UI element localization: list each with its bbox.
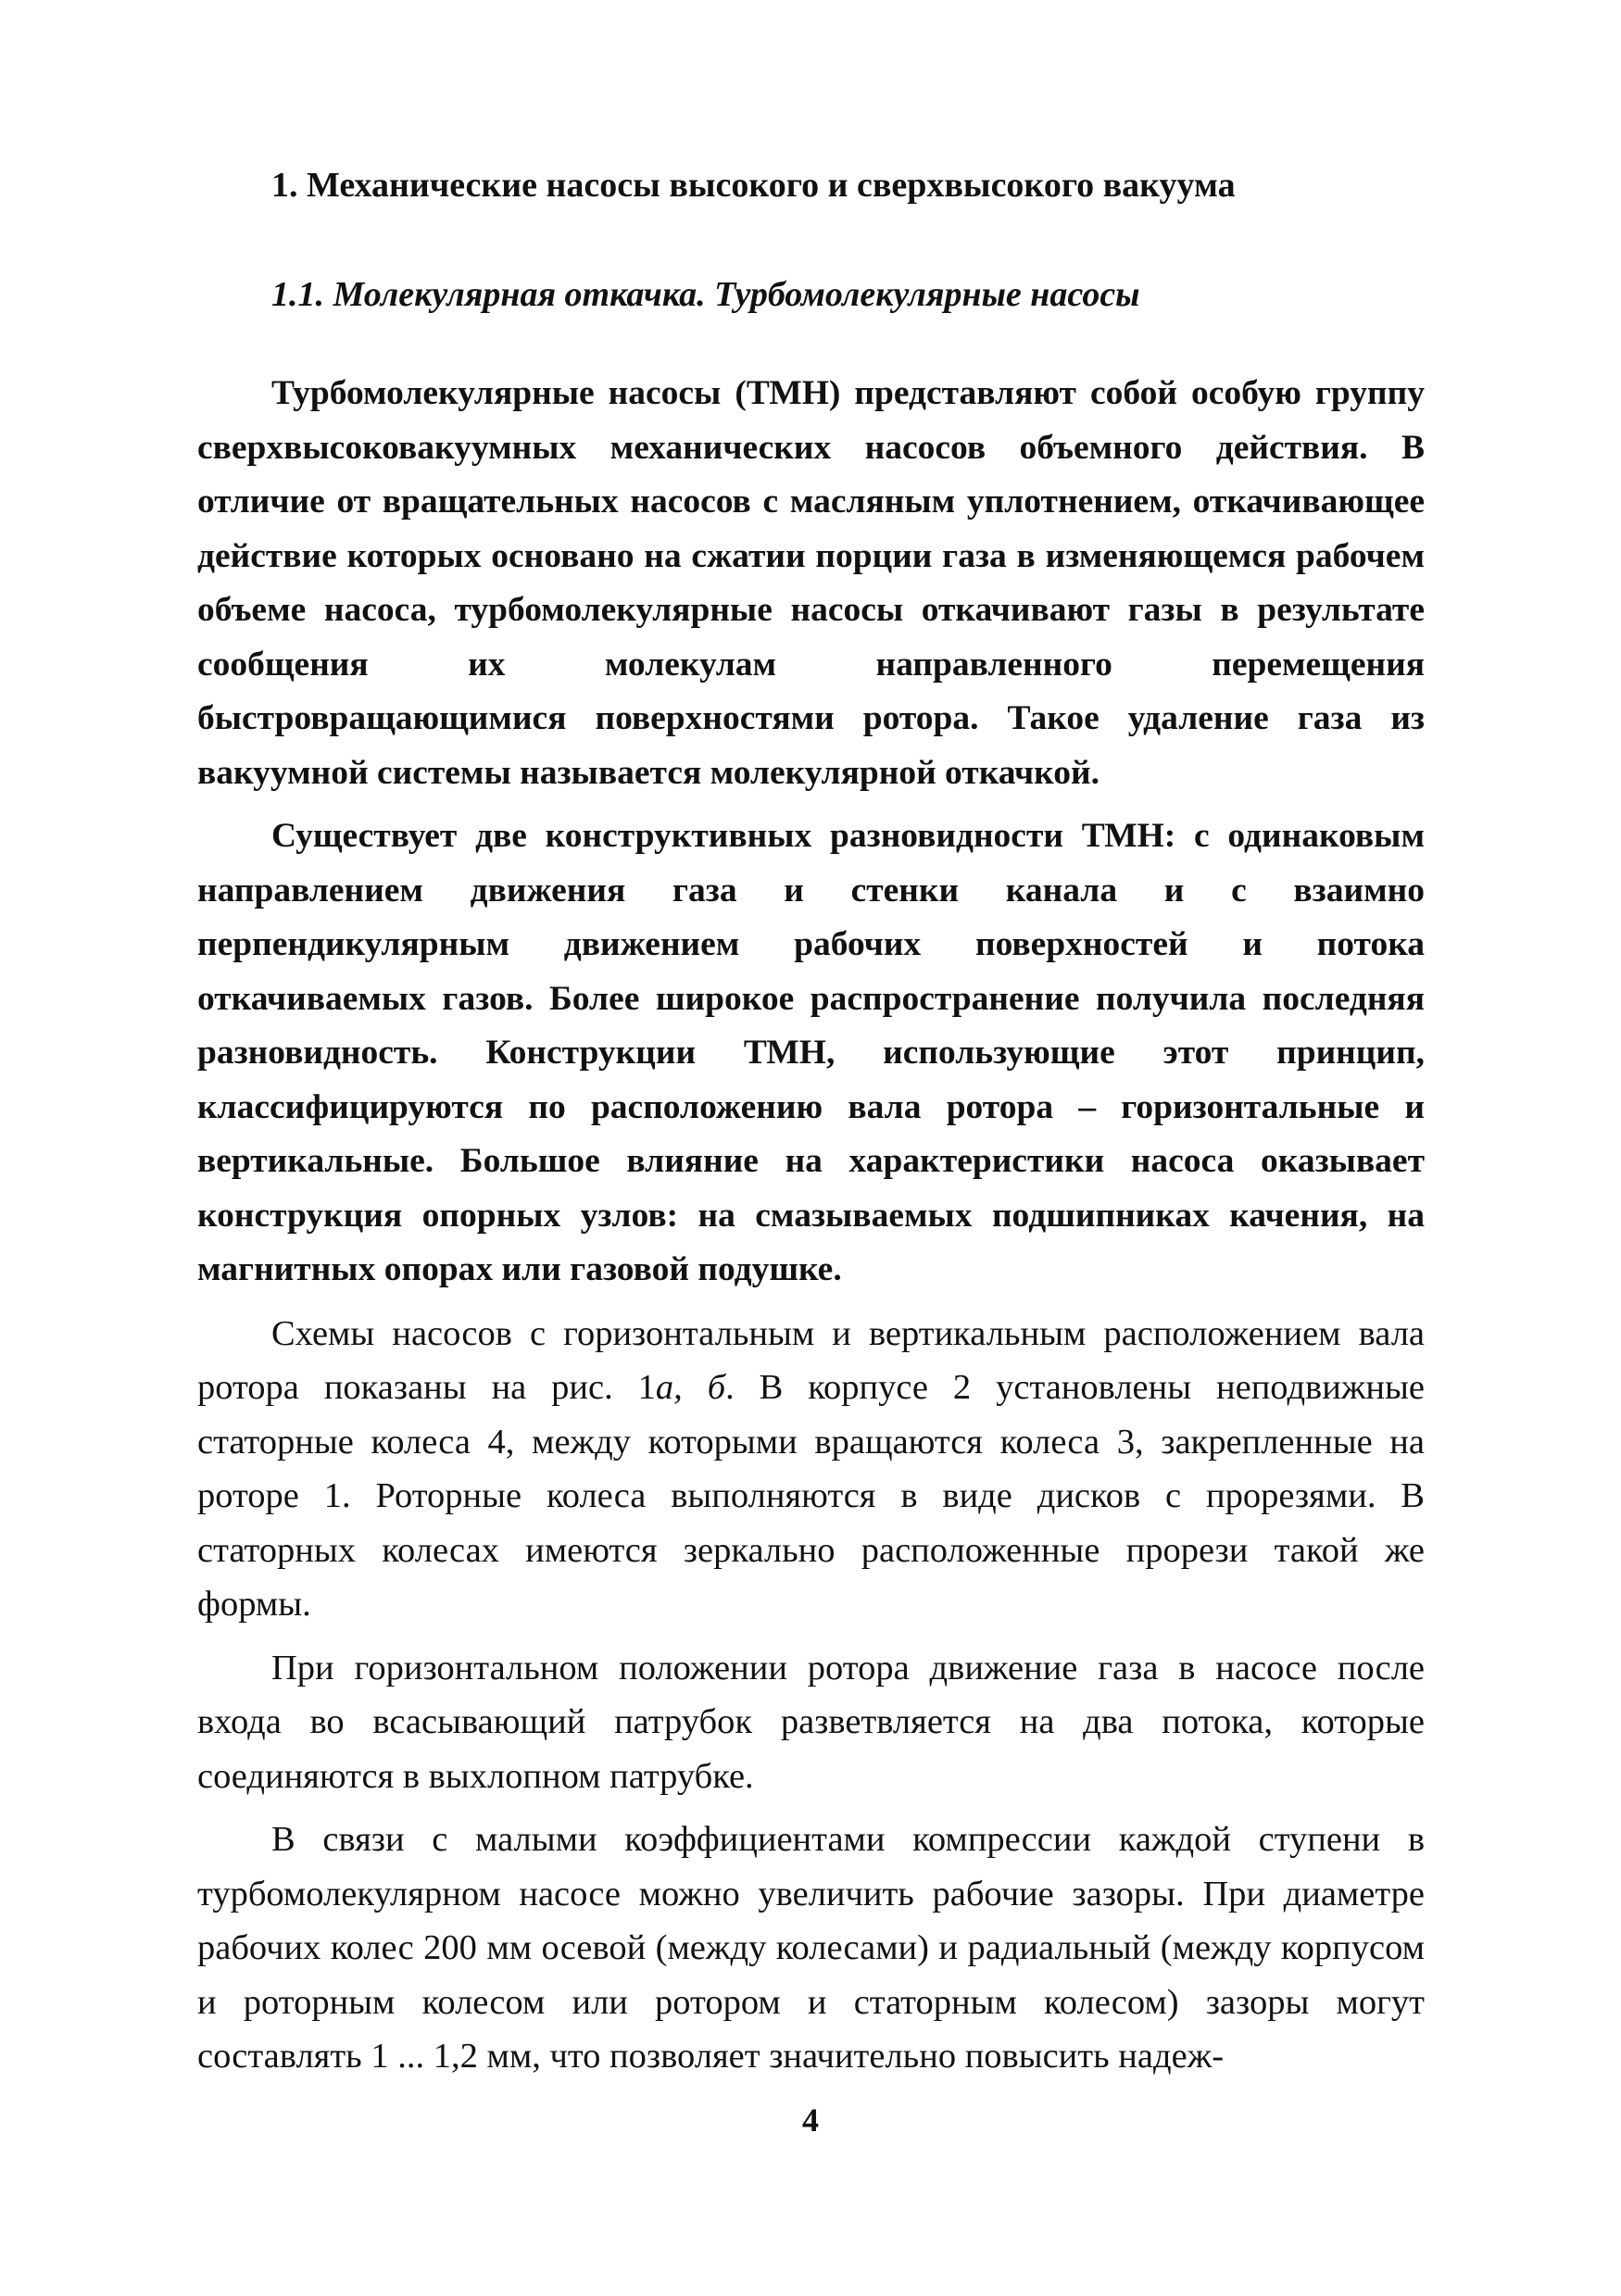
schemes-text-after: . В корпусе 2 установлены неподвижные статорные колеса 4, между которыми вращаются колеса 3, закрепленные на роторе 1. Роторные колеса выполняются в виде дисков с прорезями. В статорных колесах имеются зеркально расположенные прорези такой же формы. bbox=[197, 1368, 1425, 1624]
page-number: 4 bbox=[802, 2102, 819, 2139]
paragraph-pump-schemes bbox=[197, 1307, 1425, 1632]
paragraph-clearances: В связи с малыми коэффициентами компрессии каждой ступени в турбомолекулярном насосе можно увеличить рабочие зазоры. При диаметре рабочих колес 200 мм осевой (между колесами) и радиальный (между корпусом и роторным колесом или ротором и статорным колесом) зазоры могут составлять 1 ... 1,2 мм, что позволяет значительно повысить надеж- bbox=[197, 1820, 1425, 2076]
figure-reference: а, б bbox=[655, 1368, 726, 1407]
paragraph-tmn-intro: Турбомолекулярные насосы (ТМН) представляют собой особую группу сверхвысоковакуумных механических насосов объемного действия. В отличие от вращательных насосов с масляным уплотнением, откачивающее действие которых основано на сжатии порции газа в изменяющемся рабочем объеме насоса, турбомолекулярные насосы откачивают газы в результате сообщения их молекулам направленного перемещения быстровращающимися поверхностями ротора. Такое удаление газа из вакуумной системы называется молекулярной откачкой. bbox=[197, 374, 1425, 792]
paragraph-horizontal-rotor: При горизонтальном положении ротора движение газа в насосе после входа во всасывающий патрубок разветвляется на два потока, которые соединяются в выхлопном патрубке. bbox=[197, 1648, 1425, 1796]
body-text bbox=[197, 367, 1425, 2084]
page-content bbox=[197, 157, 1425, 2093]
section-title: 1.1. Молекулярная откачка. Турбомолекулярные насосы bbox=[271, 275, 1140, 314]
paragraph-tmn-types: Существует две конструктивных разновидности ТМН: с одинаковым направлением движения газа и стенки канала и с взаимно перпендикулярным движением рабочих поверхностей и потока откачиваемых газов. Более широкое распространение получила последняя разновидность. Конструкции ТМН, использующие этот принцип, классифицируются по расположению вала ротора – горизонтальные и вертикальные. Большое влияние на характеристики насоса оказывает конструкция опорных узлов: на смазываемых подшипниках качения, на магнитных опорах или газовой подушке. bbox=[197, 817, 1425, 1288]
schemes-text-before: Схемы насосов с горизонтальным и вертикальным расположением вала ротора показаны на рис. 1 bbox=[197, 1313, 1425, 1407]
chapter-title: 1. Механические насосы высокого и сверхвысокого вакуума bbox=[271, 166, 1236, 205]
